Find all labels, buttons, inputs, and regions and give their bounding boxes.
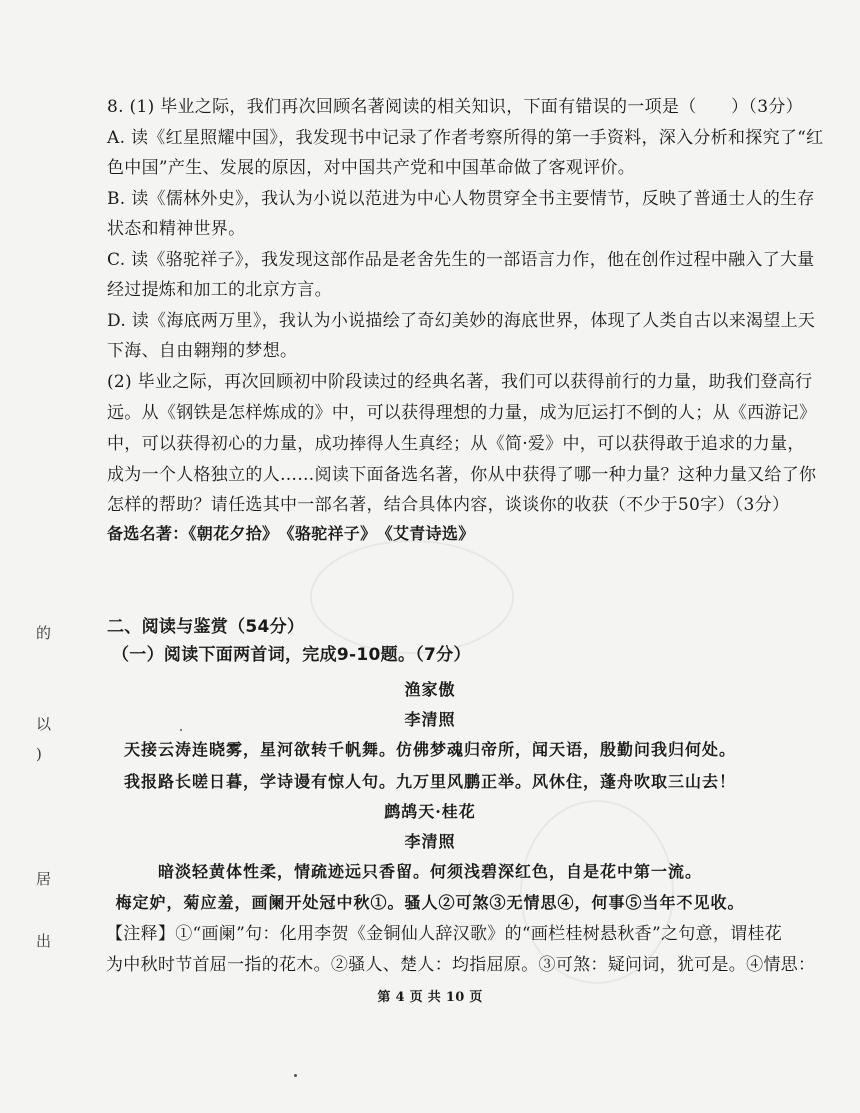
notes-line2: 为中秋时节首屈一指的花木。②骚人、楚人：均指屈原。③可煞：疑问词，犹可是。④情思： [106,955,816,975]
margin-mark: ) [36,745,42,763]
page-footer: 第 4 页 共 10 页 [377,990,483,1005]
q8-option-a-line2: 色中国”产生、发展的原因，对中国共产党和中国革命做了客观评价。 [107,158,635,178]
q8-part1-stem: 8. (1) 毕业之际，我们再次回顾名著阅读的相关知识，下面有错误的一项是（ ）（3分） [107,97,803,117]
margin-mark: 的 [36,624,52,642]
poem2-line2: 梅定妒，菊应羞，画阑开处冠中秋①。骚人②可煞③无情思④，何事⑤当年不见收。 [115,893,745,912]
q8-part2-line2: 远。从《钢铁是怎样炼成的》中，可以获得理想的力量，成为厄运打不倒的人；从《西游记》 [107,403,817,423]
poem1-author: 李清照 [404,710,456,729]
q8-option-d-line1: D. 读《海底两万里》，我认为小说描绘了奇幻美妙的海底世界，体现了人类自古以来渴望上天 [107,311,816,331]
poem1-title: 渔家傲 [404,680,456,699]
q8-part2-line5: 怎样的帮助？请任选其中一部名著，结合具体内容，谈谈你的收获（不少于50字）（3分） [107,495,790,515]
margin-mark: 出 [36,932,52,950]
section2-sub-heading: （一）阅读下面两首词，完成9-10题。（7分） [112,645,471,665]
poem2-line1: 暗淡轻黄体性柔，情疏迹远只香留。何须浅碧深红色，自是花中第一流。 [157,862,702,881]
watermark-stamp [310,540,514,654]
section2-heading: 二、阅读与鉴赏（54分） [107,617,305,637]
q8-part2-line1: (2) 毕业之际，再次回顾初中阶段读过的经典名著，我们可以获得前行的力量，助我们登高行 [107,372,813,392]
poem1-line1: 天接云涛连晓雾，星河欲转千帆舞。仿佛梦魂归帝所，闻天语，殷勤问我归何处。 [123,740,736,759]
q8-option-a-line1: A. 读《红星照耀中国》，我发现书中记录了作者考察所得的第一手资料，深入分析和探究了“红 [107,128,824,148]
q8-option-c-line2: 经过提炼和加工的北京方言。 [107,280,332,300]
q8-option-b-line2: 状态和精神世界。 [107,219,246,239]
q8-option-c-line1: C. 读《骆驼祥子》，我发现这部作品是老舍先生的一部语言力作，他在创作过程中融入了大量 [107,250,815,270]
margin-mark: 居 [36,870,52,888]
margin-mark: 以 [36,715,52,733]
q8-book-options: 备选名著：《朝花夕拾》 《骆驼祥子》 《艾青诗选》 [107,524,475,543]
q8-option-d-line2: 下海、自由翱翔的梦想。 [107,341,298,361]
notes-line1: 【注释】①“画阑”句：化用李贺《金铜仙人辞汉歌》的“画栏桂树悬秋香”之句意，谓桂花 [106,924,783,944]
poem2-title: 鹧鸪天·桂花 [384,802,476,821]
scan-speck [294,1074,297,1077]
poem2-author: 李清照 [404,832,456,851]
q8-part2-line3: 中，可以获得初心的力量，成功捧得人生真经；从《简·爱》中，可以获得敢于追求的力量， [107,434,805,454]
scan-speck [180,729,182,731]
q8-option-b-line1: B. 读《儒林外史》，我认为小说以范进为中心人物贯穿全书主要情节，反映了普通士人的生存 [107,189,815,209]
q8-part2-line4: 成为一个人格独立的人……阅读下面备选名著，你从中获得了哪一种力量？这种力量又给了你 [107,465,817,485]
poem1-line2: 我报路长嗟日暮，学诗谩有惊人句。九万里风鹏正举。风休住，蓬舟吹取三山去！ [123,772,736,791]
